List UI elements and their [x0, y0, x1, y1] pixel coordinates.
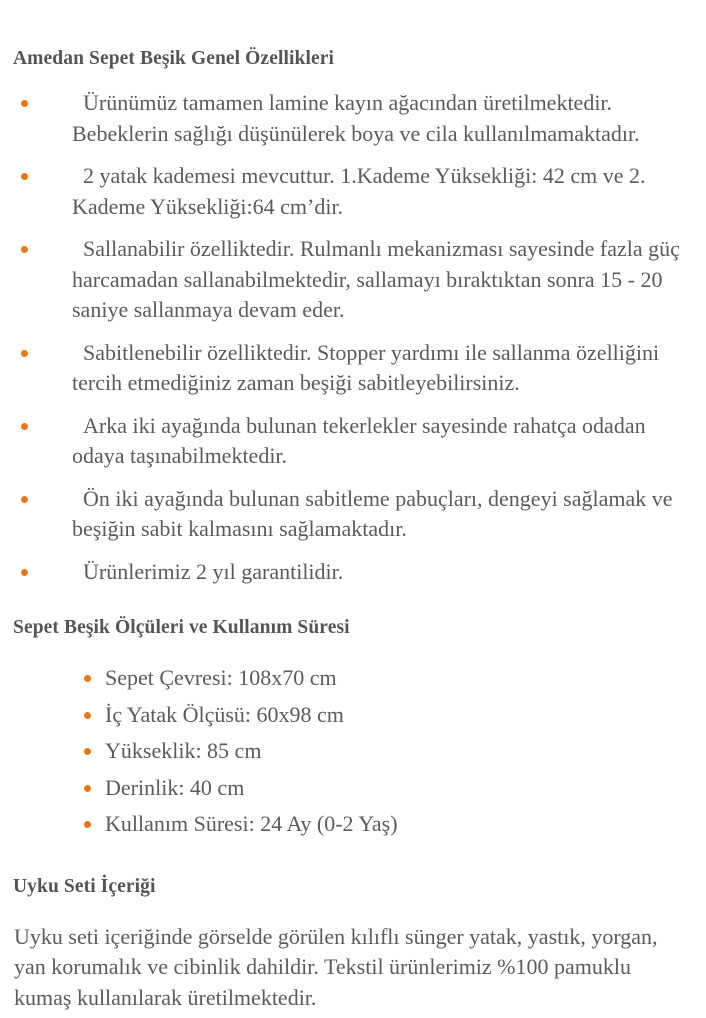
list-item [0, 736, 706, 767]
list-item [0, 773, 706, 804]
sleep-set-heading: Uyku Seti İçeriği [13, 875, 156, 897]
bullet-icon [84, 675, 91, 682]
list-item-text: İç Yatak Ölçüsü: 60x98 cm [105, 701, 344, 727]
list-item-text: 2 yatak kademesi mevcuttur. 1.Kademe Yüksekliği: 42 cm ve 2. Kademe Yüksekliği:64 cm’dir. [72, 163, 646, 219]
list-item [0, 234, 706, 326]
bullet-icon [21, 173, 28, 180]
list-item-text: Ürünlerimiz 2 yıl garantilidir. [83, 558, 344, 584]
list-item [0, 88, 706, 149]
list-item [0, 700, 706, 731]
bullet-icon [84, 748, 91, 755]
list-item-text: Ön iki ayağında bulunan sabitleme pabuçları, dengeyi sağlamak ve beşiğin sabit kalmasını sağlamaktadır. [72, 485, 673, 541]
list-item [0, 809, 706, 840]
bullet-icon [21, 496, 28, 503]
list-item-text: Sallanabilir özelliktedir. Rulmanlı mekanizması sayesinde fazla güç harcamadan sallanabilmektedir, sallamayı bıraktıktan sonra 15 - 20 saniye sallanmaya devam eder. [72, 236, 680, 322]
bullet-icon [84, 712, 91, 719]
list-item-text: Sabitlenebilir özelliktedir. Stopper yardımı ile sallanma özelliğini tercih etmediğiniz zaman beşiği sabitleyebilirsiniz. [72, 339, 660, 395]
bullet-icon [21, 350, 28, 357]
bullet-icon [84, 785, 91, 792]
list-item-text: Sepet Çevresi: 108x70 cm [105, 665, 337, 690]
list-item-text: Derinlik: 40 cm [105, 774, 245, 800]
bullet-icon [21, 100, 28, 107]
bullet-icon [84, 821, 91, 828]
list-item [0, 411, 706, 472]
list-item [0, 338, 706, 399]
sleep-set-paragraph: Uyku seti içeriğinde görselde görülen kılıflı sünger yatak, yastık, yorgan, yan korumalık ve cibinlik dahildir. Tekstil ürünlerimiz %100 pamuklu kumaş kullanılarak üretilmektedir. [14, 923, 658, 1010]
general-features-list [0, 88, 706, 587]
dimensions-heading: Sepet Beşik Ölçüleri ve Kullanım Süresi [13, 617, 350, 638]
bullet-icon [21, 569, 28, 576]
list-item-text: Ürünümüz tamamen lamine kayın ağacından üretilmektedir. Bebeklerin sağlığı düşünülerek boya ve cila kullanılmamaktadır. [72, 90, 640, 146]
list-item-text: Arka iki ayağında bulunan tekerlekler sayesinde rahatça odadan odaya taşınabilmektedir. [72, 412, 646, 468]
bullet-icon [21, 423, 28, 430]
page-title: Amedan Sepet Beşik Genel Özellikleri [13, 48, 334, 69]
list-item [0, 557, 706, 588]
list-item [0, 161, 706, 222]
list-item-text: Yükseklik: 85 cm [105, 738, 262, 763]
bullet-icon [21, 246, 28, 253]
list-item-text: Kullanım Süresi: 24 Ay (0-2 Yaş) [105, 811, 398, 836]
list-item [0, 484, 706, 545]
dimensions-list [0, 663, 706, 840]
product-description-page [0, 46, 706, 1018]
list-item [0, 663, 706, 694]
